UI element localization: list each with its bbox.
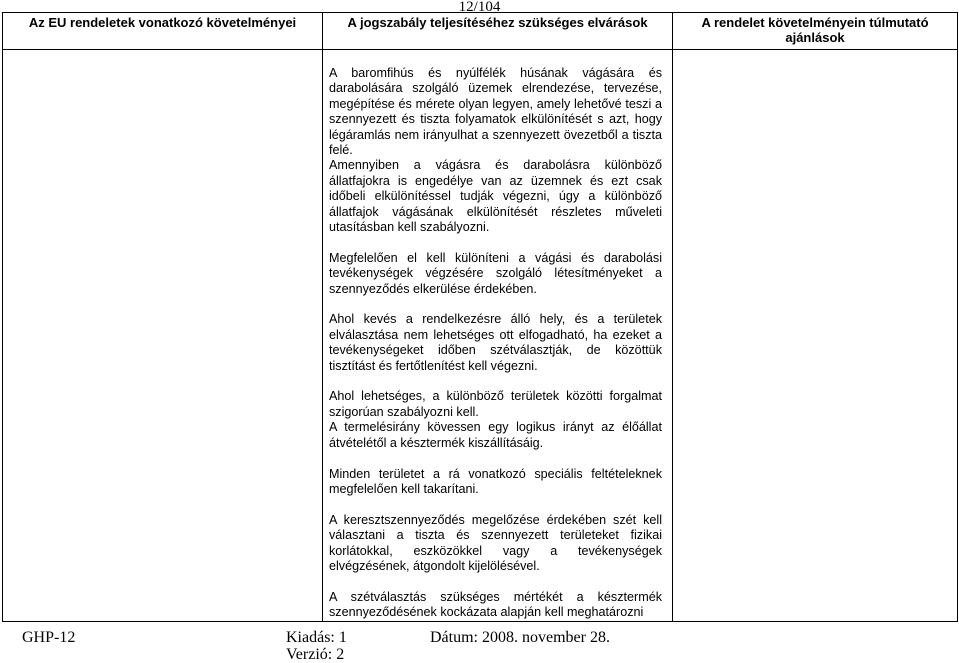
paragraph: Ahol lehetséges, a különböző területek közötti forgalmat szigorúan szabályozni kell. xyxy=(329,389,662,419)
header-eu-requirements: Az EU rendeletek vonatkozó követelményei xyxy=(3,13,323,50)
table-body-row xyxy=(3,50,958,622)
page-footer xyxy=(0,629,959,663)
header-recommendations: A rendelet követelményein túlmutató ajánlások xyxy=(673,13,958,50)
requirements-table xyxy=(2,12,958,622)
paragraph: Megfelelően el kell különíteni a vágási és darabolási tevékenységek végzésére szolgáló létesítményeket a szennyeződés elkerülése érdekében. xyxy=(329,250,662,296)
version: Verzió: 2 xyxy=(286,646,345,663)
header-expectations: A jogszabály teljesítéséhez szükséges elvárások xyxy=(323,13,673,50)
eu-requirements-cell xyxy=(3,50,323,622)
paragraph: A keresztszennyeződés megelőzése érdekében szét kell választani a tiszta és szennyezett területeket fizikai korlátokkal, eszközökkel vagy a tevékenységek elvégzésének, átgondolt kijelölésével. xyxy=(329,512,662,573)
expectations-text xyxy=(323,50,672,621)
paragraph: A baromfihús és nyúlfélék húsának vágására és darabolására szolgáló üzemek elrendezése, tervezése, megépítése és mérete olyan legyen, amely lehetővé teszi a szennyezett és tiszta folyamatok elkülönítését s azt, hogy légáramlás nem irányulhat a szennyezett övezetből a tiszta felé. xyxy=(329,66,662,158)
page-number: 12/104 xyxy=(458,0,501,15)
paragraph: Minden területet a rá vonatkozó speciális feltételeknek megfelelően kell takarítani. xyxy=(329,466,662,496)
recommendations-cell xyxy=(673,50,958,622)
paragraph: A termelésirány kövessen egy logikus irányt az élőállat átvételétől a késztermék kiszállításáig. xyxy=(329,420,662,450)
table-header-row xyxy=(3,13,958,50)
edition: Kiadás: 1 xyxy=(286,629,347,646)
doc-code: GHP-12 xyxy=(22,629,76,646)
paragraph: Amennyiben a vágásra és darabolásra különböző állatfajokra is engedélye van az üzemnek és ezt csak időbeli elkülönítéssel tudják végezni, úgy a különböző állatfajok vágásának elkülönítését részletes műveleti utasításban kell szabályozni. xyxy=(329,158,662,235)
paragraph: Ahol kevés a rendelkezésre álló hely, és a területek elválasztása nem lehetséges ott elfogadható, ha ezeket a tevékenységeket időben szétválasztják, de közöttük tisztítást és fertőtlenítést kell végezni. xyxy=(329,312,662,373)
issue-date: Dátum: 2008. november 28. xyxy=(430,629,610,646)
expectations-cell xyxy=(323,50,673,622)
paragraph: A szétválasztás szükséges mértékét a késztermék szennyeződésének kockázata alapján kell meghatározni xyxy=(329,589,662,620)
